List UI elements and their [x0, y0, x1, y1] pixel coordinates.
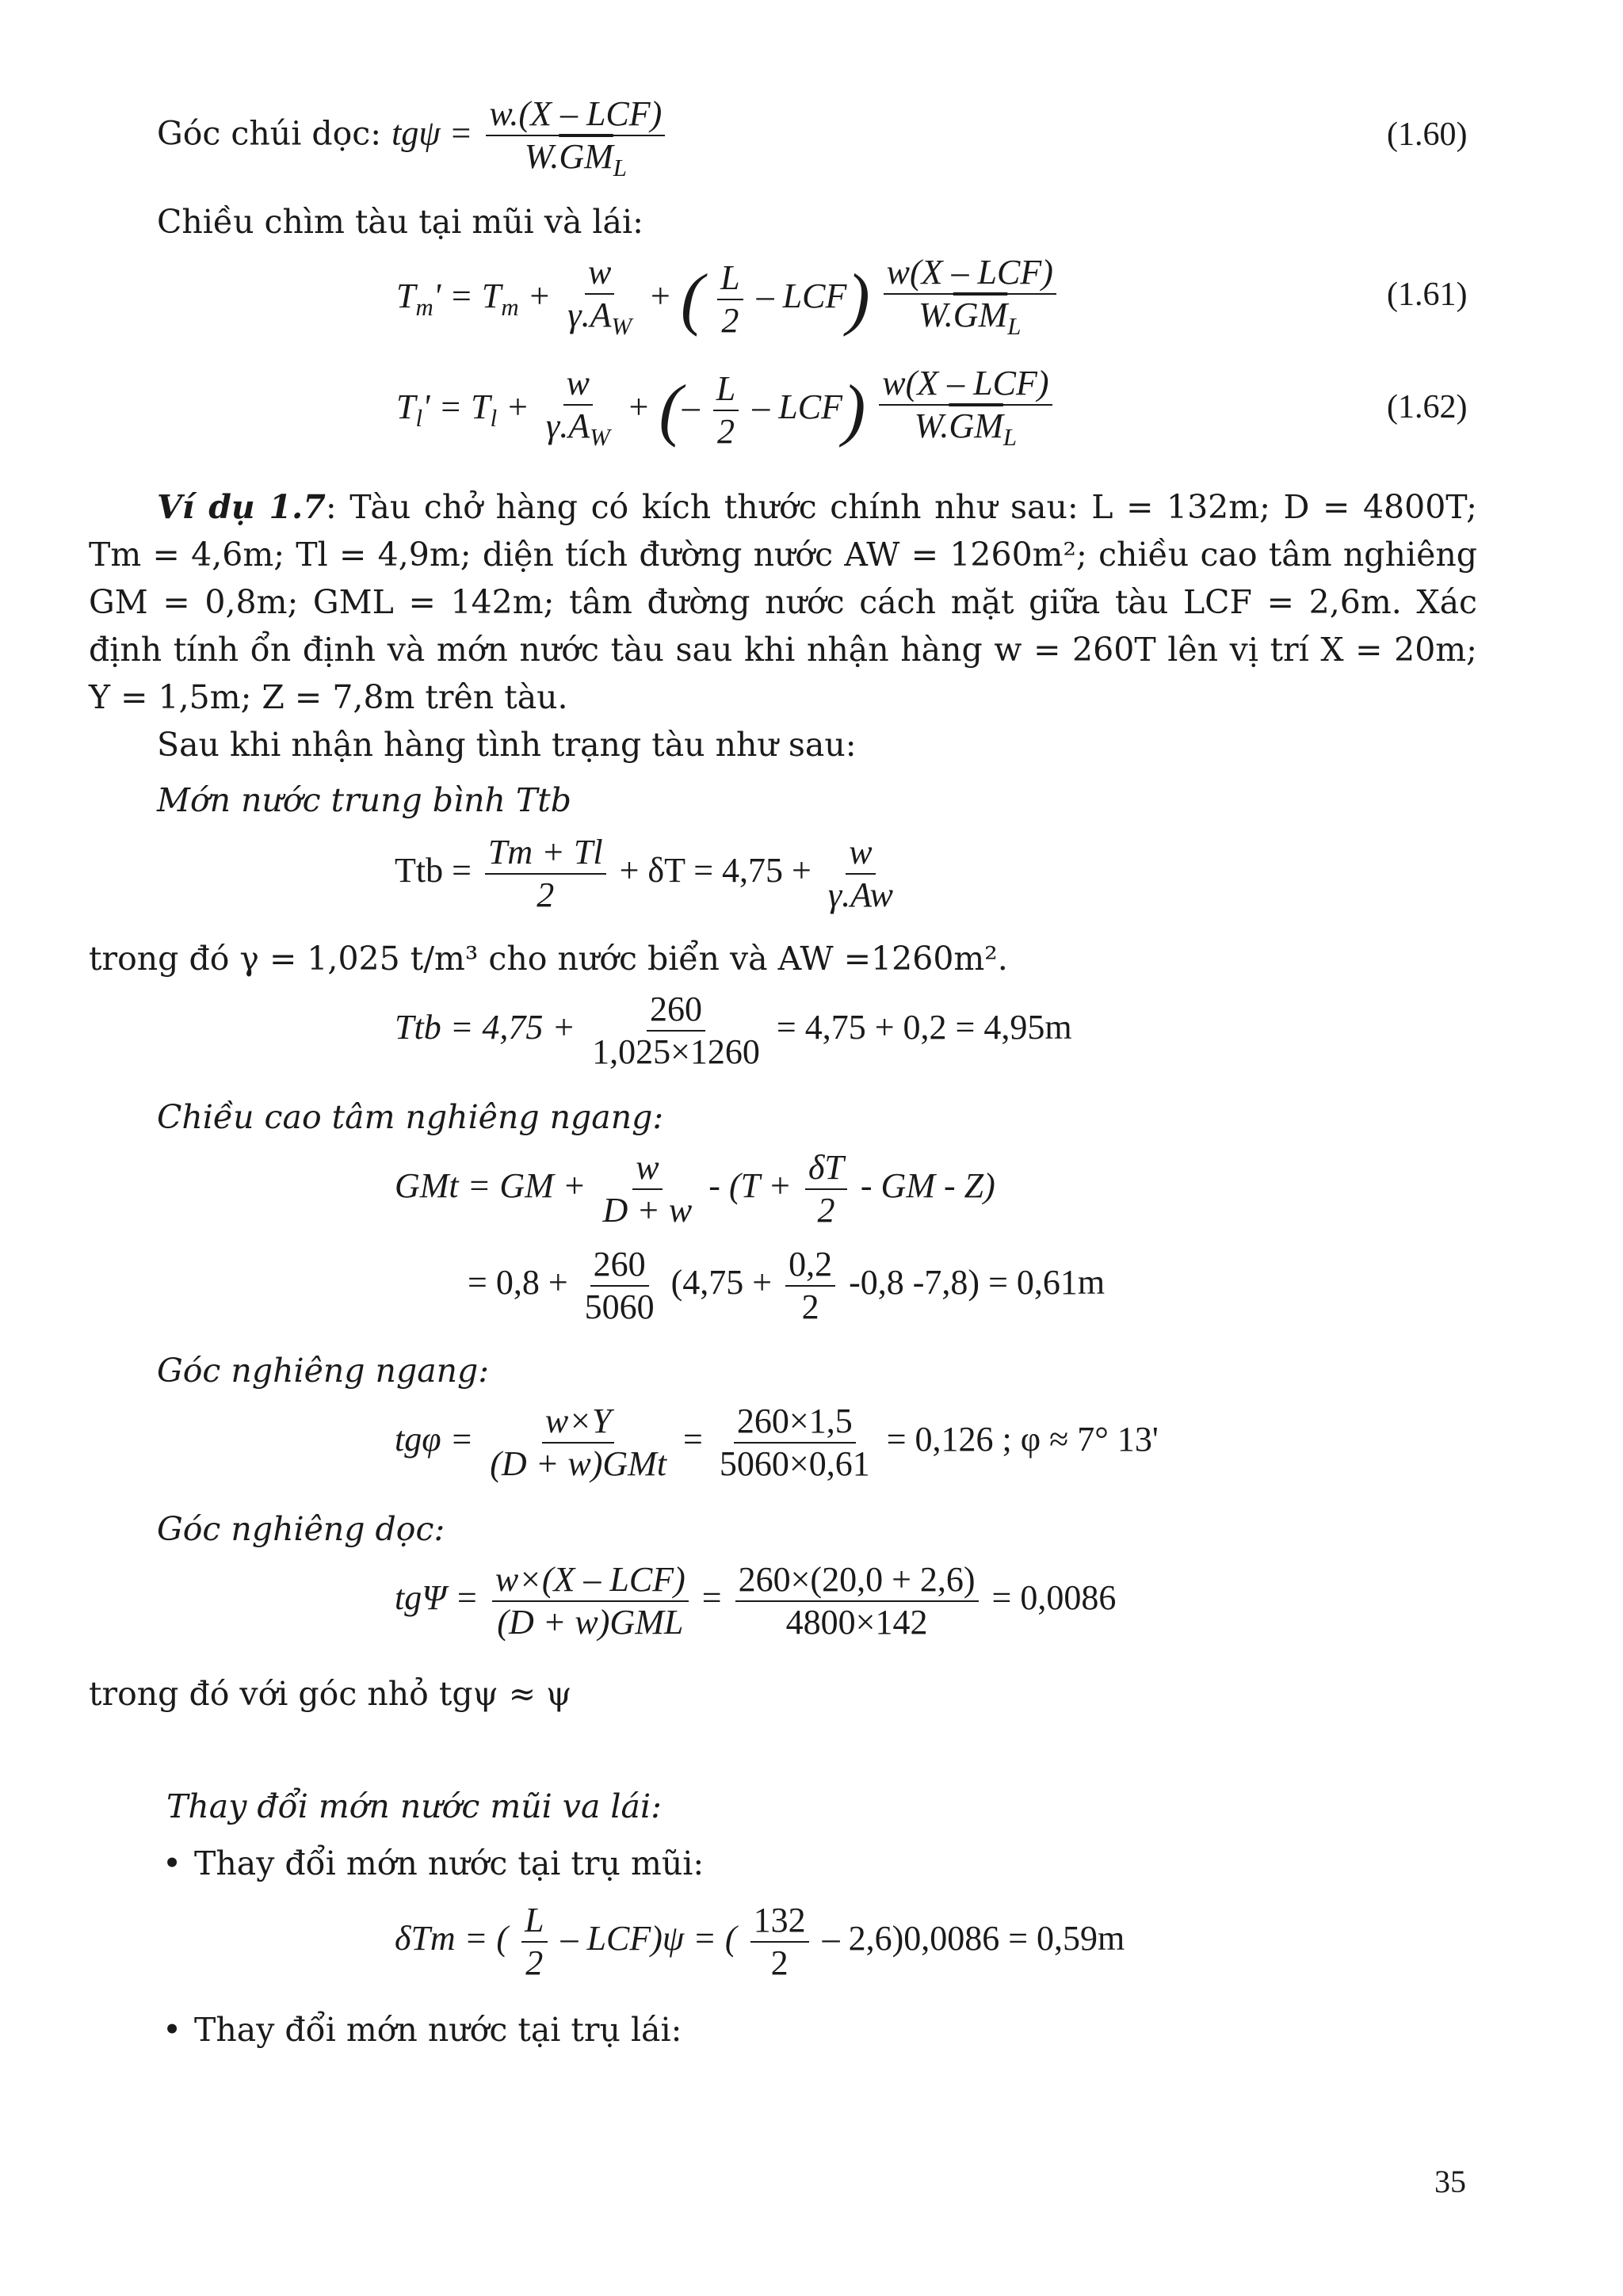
eq-1-62: $T_l' = T_l$ + $\frac{w}{\gamma.A_W}$ + (– $\frac{L}{2}$ – LCF) $\frac{\text{w(X – LCF)}}{W.\overline{GM}_L}$	[396, 363, 1057, 458]
eq160-den: $W.\overline{GM}_L$	[524, 137, 627, 181]
eq-number-1-61: (1.61)	[1387, 277, 1468, 313]
trim-equation: tgΨ = $\frac{\text{w×(X – LCF)}}{\text{(D + w)GML}}$ = $\frac{260\times(20,0 + 2,6)}{4800\times 142}$ = 0,0086	[395, 1560, 1117, 1642]
eq160-num: w.(X – LCF)	[486, 93, 665, 136]
bullet-dot: •	[162, 2011, 182, 2049]
small-angle-note: trong đó với góc nhỏ tgψ ≈ ψ	[89, 1675, 572, 1713]
ttb-equation: Ttb = $\frac{Tm + Tl}{2}$ + δT = 4,75 + $\frac{w}{\gamma.Aw}$	[395, 833, 893, 914]
heel-equation: tgφ = $\frac{w\times Y}{\text{(D + w)GMt}}$ = $\frac{260\times 1,5}{5060\times 0,61}$ = 0,126 ; φ ≈ 7° 13'	[395, 1402, 1159, 1483]
gmt-calc: = 0,8 + $\frac{260}{5060}$ (4,75 + $\frac{0,2}{2}$ -0,8 -7,8) = 0,61m	[468, 1245, 1106, 1326]
eq-1-61: $T_m' = T_m$ + $\frac{w}{\gamma.A_W}$ + ( $\frac{L}{2}$ – LCF) $\frac{\text{w(X – LCF)}}{W.\overline{GM}_L}$	[396, 252, 1061, 347]
change-heading: Thay đổi mớn nước mũi va lái:	[166, 1787, 662, 1825]
trim-angle-label: Góc chúi dọc:	[157, 114, 392, 153]
bullet-dot: •	[162, 1844, 182, 1882]
bullet-stern: • Thay đổi mớn nước tại trụ lái:	[162, 2006, 682, 2054]
gmt-heading: Chiều cao tâm nghiêng ngang:	[157, 1098, 664, 1136]
bullet-bow: • Thay đổi mớn nước tại trụ mũi:	[162, 1840, 704, 1887]
heel-heading: Góc nghiêng ngang:	[157, 1352, 490, 1390]
gamma-note: trong đó γ = 1,025 t/m³ cho nước biển và AW =1260m².	[89, 940, 1008, 978]
example-paragraph	[89, 483, 1477, 721]
eq160-fraction	[486, 93, 665, 189]
gmt-equation: GMt = GM + $\frac{w}{D + w}$ - (T + $\frac{\delta T}{2}$ - GM - Z)	[395, 1148, 995, 1230]
draft-heading: Chiều chìm tàu tại mũi và lái:	[157, 203, 643, 241]
trim-heading: Góc nghiêng dọc:	[157, 1510, 445, 1548]
dtm-equation: δTm = ( $\frac{L}{2}$ – LCF)ψ = ( $\frac{132}{2}$ – 2,6)0,0086 = 0,59m	[395, 1901, 1125, 1982]
eq160-lhs: tgψ =	[391, 113, 482, 153]
eq-1-60	[157, 93, 670, 189]
mean-draft-heading: Mớn nước trung bình Ttb	[157, 781, 572, 819]
example-label: Ví dụ 1.7	[157, 488, 326, 526]
eq-number-1-62: (1.62)	[1387, 389, 1468, 425]
ttb-calc: Ttb = 4,75 + $\frac{260}{1,025\times 1260}$ = 4,75 + 0,2 = 4,95m	[395, 990, 1072, 1071]
example-text: : Tàu chở hàng có kích thước chính như sau: L = 132m; D = 4800T; Tm = 4,6m; Tl = 4,9m; diện tích đường nước AW = 1260m²; chiều cao tâm nghiêng GM = 0,8m; GML = 142m; tâm đường nước cách mặt giữa tàu LCF = 2,6m. Xác định tính ổn định và mớn nước tàu sau khi nhận hàng w = 260T lên vị trí X = 20m; Y = 1,5m; Z = 7,8m trên tàu.	[89, 488, 1477, 716]
page-number: 35	[1434, 2164, 1466, 2199]
after-loading: Sau khi nhận hàng tình trạng tàu như sau:	[157, 726, 857, 764]
eq-number-1-60: (1.60)	[1387, 116, 1468, 153]
